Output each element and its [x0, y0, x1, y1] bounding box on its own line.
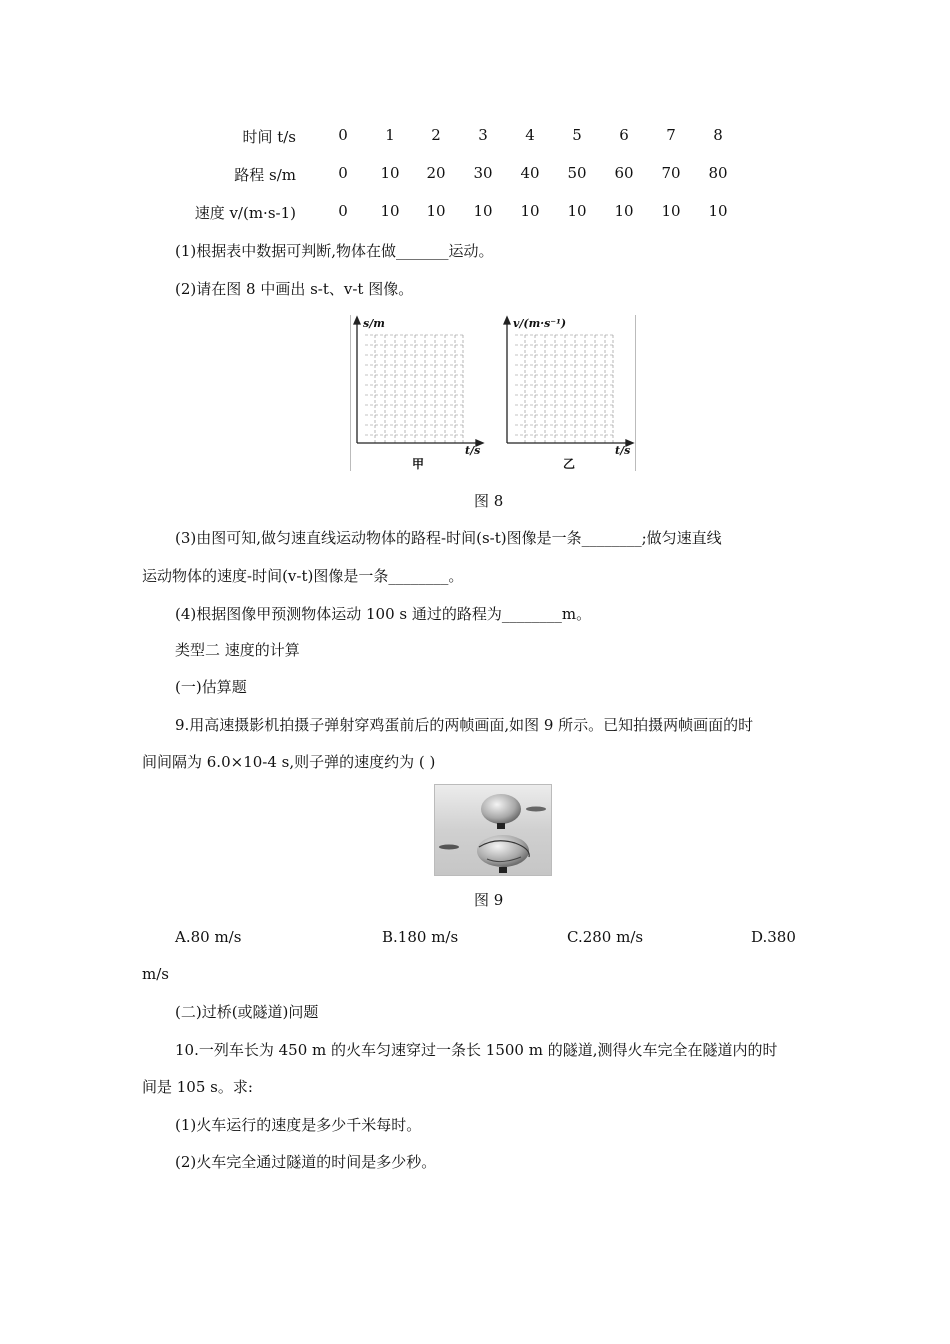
- q9-line1: 9.用高速摄影机拍摄子弹射穿鸡蛋前后的两帧画面,如图 9 所示。已知拍摄两帧画面的时: [175, 716, 754, 734]
- table-cell: 10: [426, 202, 446, 220]
- table-cell: 80: [708, 164, 728, 182]
- table-cell: 10: [473, 202, 493, 220]
- q10-part1: (1)火车运行的速度是多少千米每时。: [175, 1116, 422, 1134]
- bullet-after: [439, 845, 459, 850]
- vt-graph-xlabel: t/s: [615, 444, 631, 457]
- figure-9-egg-bullet-image: [435, 785, 551, 875]
- st-graph-caption: 甲: [412, 457, 425, 471]
- q9-option-d: D.380: [751, 928, 796, 946]
- q9-option-d-unit: m/s: [142, 965, 169, 983]
- table-cell: 50: [567, 164, 587, 182]
- q8-part2: (2)请在图 8 中画出 s-t、v-t 图像。: [175, 280, 414, 298]
- q8-part3-line1: (3)由图可知,做匀速直线运动物体的路程-时间(s-t)图像是一条________;做匀速直线: [175, 529, 722, 547]
- egg-before: [481, 794, 521, 824]
- table-cell: 0: [338, 126, 348, 144]
- section-type-2-title: 类型二 速度的计算: [175, 641, 300, 659]
- table-cell: 30: [473, 164, 493, 182]
- table-cell: 10: [380, 164, 400, 182]
- q9-line2: 间间隔为 6.0×10-4 s,则子弹的速度约为 ( ): [142, 753, 436, 771]
- figure-8-graphs: [351, 315, 635, 471]
- table-cell: 60: [614, 164, 634, 182]
- table-cell: 70: [661, 164, 681, 182]
- bullet-before: [526, 807, 546, 812]
- table-row-label-time: 时间 t/s: [242, 128, 296, 146]
- vt-graph-ylabel: v/(m·s⁻¹): [513, 317, 567, 330]
- table-cell: 10: [661, 202, 681, 220]
- q9-option-a: A.80 m/s: [175, 928, 242, 946]
- vt-graph-grid: [515, 335, 613, 443]
- table-cell: 10: [520, 202, 540, 220]
- q9-option-c: C.280 m/s: [567, 928, 644, 946]
- table-cell: 40: [520, 164, 540, 182]
- st-graph-ylabel: s/m: [363, 317, 385, 330]
- table-cell: 4: [525, 126, 535, 144]
- table-cell: 2: [431, 126, 441, 144]
- table-cell: 10: [614, 202, 634, 220]
- table-cell: 3: [478, 126, 488, 144]
- table-cell: 10: [380, 202, 400, 220]
- st-graph-xlabel: t/s: [465, 444, 481, 457]
- table-cell: 7: [666, 126, 676, 144]
- q10-part2: (2)火车完全通过隧道的时间是多少秒。: [175, 1153, 437, 1171]
- table-cell: 0: [338, 202, 348, 220]
- table-cell: 10: [708, 202, 728, 220]
- section-bridge-tunnel-title: (二)过桥(或隧道)问题: [175, 1003, 319, 1021]
- table-cell: 6: [619, 126, 629, 144]
- vt-graph-axes: [504, 317, 633, 446]
- figure-8: [350, 315, 636, 471]
- section-estimation-title: (一)估算题: [175, 678, 247, 696]
- table-cell: 8: [713, 126, 723, 144]
- q8-part1: (1)根据表中数据可判断,物体在做_______运动。: [175, 242, 494, 260]
- table-row-label-distance: 路程 s/m: [234, 166, 296, 184]
- figure-9-photo: [434, 784, 552, 876]
- q10-line2: 间是 105 s。求:: [142, 1078, 253, 1096]
- q10-line1: 10.一列车长为 450 m 的火车匀速穿过一条长 1500 m 的隧道,测得火车完全在隧道内的时: [175, 1041, 778, 1059]
- figure-9-caption: 图 9: [474, 891, 504, 909]
- table-cell: 5: [572, 126, 582, 144]
- q9-option-b: B.180 m/s: [382, 928, 459, 946]
- st-graph-grid: [365, 335, 463, 443]
- table-cell: 10: [567, 202, 587, 220]
- egg-after: [477, 835, 529, 867]
- q8-part3-line2: 运动物体的速度-时间(v-t)图像是一条________。: [142, 567, 464, 585]
- vt-graph-caption: 乙: [563, 457, 576, 471]
- st-graph-axes: [354, 317, 483, 446]
- table-row-label-speed: 速度 v/(m·s-1): [194, 204, 296, 222]
- table-cell: 20: [426, 164, 446, 182]
- q8-part4: (4)根据图像甲预测物体运动 100 s 通过的路程为________m。: [175, 605, 592, 623]
- table-cell: 0: [338, 164, 348, 182]
- table-cell: 1: [385, 126, 395, 144]
- figure-8-caption: 图 8: [474, 492, 504, 510]
